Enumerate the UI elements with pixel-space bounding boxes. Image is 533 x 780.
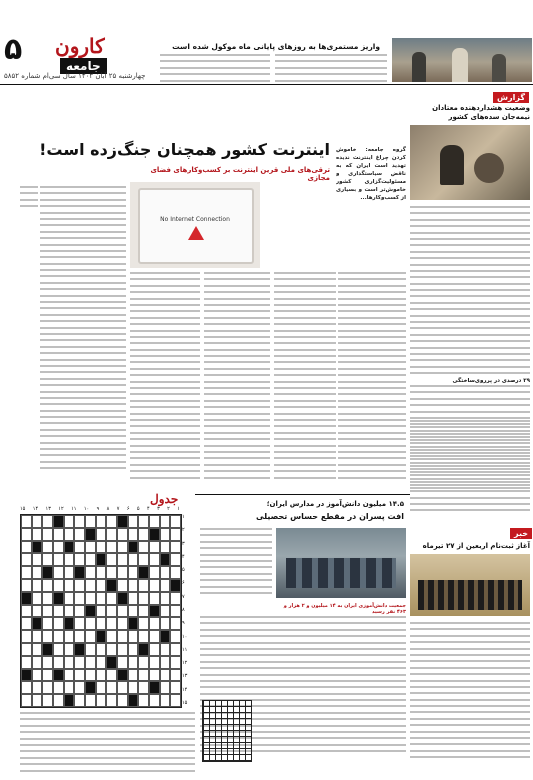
crossword-cell[interactable] — [128, 566, 139, 579]
crossword-cell[interactable] — [117, 694, 128, 707]
crossword-cell[interactable] — [149, 579, 160, 592]
crossword-cell[interactable] — [85, 515, 96, 528]
crossword-cell[interactable] — [117, 617, 128, 630]
crossword-cell[interactable] — [85, 643, 96, 656]
crossword-cell[interactable] — [21, 592, 32, 605]
crossword-cell[interactable] — [32, 617, 43, 630]
crossword-cell[interactable] — [149, 694, 160, 707]
crossword-cell[interactable] — [138, 566, 149, 579]
crossword-cell[interactable] — [170, 643, 181, 656]
crossword-cell[interactable] — [138, 515, 149, 528]
crossword-cell[interactable] — [74, 579, 85, 592]
section-label: جامعه — [60, 58, 107, 74]
crossword-cell[interactable] — [149, 630, 160, 643]
crossword-cell[interactable] — [128, 669, 139, 682]
crossword-cell[interactable] — [42, 528, 53, 541]
crossword-cell[interactable] — [96, 528, 107, 541]
crossword-row-number: ۱۳ — [182, 673, 188, 680]
crossword-cell[interactable] — [21, 669, 32, 682]
crossword-cell[interactable] — [170, 605, 181, 618]
school-caption: جمعیت دانش‌آموزی ایران به ۱۴ میلیون و ۲ هزار و ۴۶۳ نفر رسید — [283, 603, 406, 615]
crossword-cell[interactable] — [42, 643, 53, 656]
crossword-cell[interactable] — [138, 617, 149, 630]
main-body-col-left — [40, 186, 126, 486]
crossword-cell[interactable] — [160, 541, 171, 554]
crossword-col-number: ۶ — [126, 506, 130, 512]
main-headline: اینترنت کشور همچنان جنگ‌زده است! — [39, 140, 330, 159]
crossword-cell[interactable] — [106, 515, 117, 528]
crossword-cell[interactable] — [117, 566, 128, 579]
crossword-cell[interactable] — [42, 617, 53, 630]
crossword-grid[interactable] — [20, 514, 182, 708]
crossword-cell[interactable] — [32, 694, 43, 707]
crossword-cell[interactable] — [160, 694, 171, 707]
crossword-cell[interactable] — [32, 656, 43, 669]
crossword-cell[interactable] — [160, 630, 171, 643]
crossword-row-number: ۶ — [182, 580, 185, 587]
crossword-cell[interactable] — [106, 643, 117, 656]
crossword-row-number: ۳ — [182, 540, 185, 547]
logo: کارون — [55, 34, 105, 58]
main-body-col-3 — [204, 272, 270, 492]
crossword-cell[interactable] — [42, 566, 53, 579]
crossword-cell[interactable] — [138, 681, 149, 694]
crossword-cell[interactable] — [149, 669, 160, 682]
crossword-row-number: ۴ — [182, 553, 185, 560]
crossword-cell[interactable] — [32, 592, 43, 605]
crossword-cell[interactable] — [170, 617, 181, 630]
crossword-cell[interactable] — [149, 681, 160, 694]
crossword-title: جدول — [150, 492, 179, 506]
crossword-cell[interactable] — [85, 656, 96, 669]
crossword-cell[interactable] — [96, 605, 107, 618]
crossword-cell[interactable] — [170, 579, 181, 592]
crossword-cell[interactable] — [21, 630, 32, 643]
crossword-cell[interactable] — [85, 630, 96, 643]
crossword-col-number: ۱۲ — [58, 506, 64, 512]
crossword-cell[interactable] — [96, 592, 107, 605]
crossword-cell[interactable] — [64, 528, 75, 541]
crossword-cell[interactable] — [42, 541, 53, 554]
crossword-cell[interactable] — [170, 592, 181, 605]
crossword-cell[interactable] — [85, 669, 96, 682]
crossword-col-number: ۱۴ — [32, 506, 39, 512]
crossword-cell[interactable] — [149, 553, 160, 566]
crossword-cell[interactable] — [64, 605, 75, 618]
crossword-cell[interactable] — [96, 643, 107, 656]
crossword-cell[interactable] — [74, 605, 85, 618]
crossword-cell[interactable] — [128, 528, 139, 541]
crossword-cell[interactable] — [128, 643, 139, 656]
crossword-cell[interactable] — [74, 630, 85, 643]
crossword-cell[interactable] — [64, 553, 75, 566]
crossword-cell[interactable] — [32, 566, 43, 579]
crossword-row-number: ۹ — [182, 620, 185, 627]
crossword-cell[interactable] — [96, 541, 107, 554]
crossword-cell[interactable] — [85, 553, 96, 566]
school-story-col-left — [200, 528, 272, 598]
crossword-cell[interactable] — [96, 669, 107, 682]
crossword-cell[interactable] — [160, 605, 171, 618]
crossword-row-number: ۱۰ — [182, 633, 188, 640]
main-body-col-edge — [20, 186, 38, 386]
crossword-cell[interactable] — [128, 515, 139, 528]
crossword-cell[interactable] — [128, 541, 139, 554]
crossword-cell[interactable] — [53, 681, 64, 694]
crossword-cell[interactable] — [160, 528, 171, 541]
crossword-cell[interactable] — [74, 515, 85, 528]
crossword-cell[interactable] — [106, 566, 117, 579]
crossword-cell[interactable] — [138, 605, 149, 618]
crossword-cell[interactable] — [42, 515, 53, 528]
arbaeen-photo — [410, 554, 530, 616]
crossword-cell[interactable] — [53, 643, 64, 656]
top-story-col-1 — [275, 54, 387, 84]
arbaeen-body — [410, 622, 530, 772]
crossword-cell[interactable] — [149, 643, 160, 656]
crossword-row-numbers — [182, 514, 190, 706]
news-badge: خبر — [510, 528, 532, 539]
crossword-cell[interactable] — [96, 681, 107, 694]
crossword-cell[interactable] — [53, 592, 64, 605]
report-badge: گزارش — [493, 92, 529, 103]
crossword-cell[interactable] — [106, 592, 117, 605]
crossword-cell[interactable] — [138, 630, 149, 643]
crossword-cell[interactable] — [53, 515, 64, 528]
crossword-cell[interactable] — [32, 515, 43, 528]
crossword-cell[interactable] — [117, 553, 128, 566]
crossword-cell[interactable] — [117, 579, 128, 592]
crossword-cell[interactable] — [106, 617, 117, 630]
crossword-cell[interactable] — [128, 592, 139, 605]
crossword-cell[interactable] — [138, 669, 149, 682]
crossword-cell[interactable] — [64, 617, 75, 630]
top-story-headline: واریز مستمری‌ها به روزهای پایانی ماه موکول شده است — [172, 42, 380, 51]
crossword-col-number: ۸ — [106, 506, 110, 512]
crossword-cell[interactable] — [85, 681, 96, 694]
crossword-cell[interactable] — [21, 579, 32, 592]
crossword-cell[interactable] — [106, 553, 117, 566]
crossword-cell[interactable] — [117, 669, 128, 682]
school-story-subhead: افت پسران در مقطع حساس تحصیلی — [256, 512, 404, 521]
crossword-cell[interactable] — [64, 694, 75, 707]
crossword-cell[interactable] — [149, 515, 160, 528]
answer-grid — [202, 700, 252, 762]
crossword-cell[interactable] — [117, 643, 128, 656]
crossword-cell[interactable] — [53, 605, 64, 618]
crossword-cell[interactable] — [117, 592, 128, 605]
crossword-cell[interactable] — [170, 669, 181, 682]
crossword-cell[interactable] — [106, 579, 117, 592]
crossword-cell[interactable] — [74, 681, 85, 694]
crossword-cell[interactable] — [21, 605, 32, 618]
crossword-cell[interactable] — [106, 694, 117, 707]
crossword-cell[interactable] — [96, 694, 107, 707]
crossword-cell[interactable] — [138, 592, 149, 605]
crossword-cell[interactable] — [85, 579, 96, 592]
school-story-headline: ۱۴.۵ میلیون دانش‌آموز در مدارس ایران؛ — [266, 500, 404, 508]
crossword-col-number: ۴ — [146, 506, 150, 512]
crossword-cell[interactable] — [106, 528, 117, 541]
crossword-row-number: ۵ — [182, 567, 185, 574]
crossword-cell[interactable] — [138, 656, 149, 669]
crossword-cell[interactable] — [160, 643, 171, 656]
crossword-cell[interactable] — [21, 643, 32, 656]
main-photo — [130, 182, 260, 268]
crossword-cell[interactable] — [128, 553, 139, 566]
crossword-cell[interactable] — [53, 656, 64, 669]
no-internet-label: No Internet Connection — [160, 216, 230, 223]
crossword-cell[interactable] — [106, 656, 117, 669]
crossword-cell[interactable] — [32, 579, 43, 592]
crossword-cell[interactable] — [128, 694, 139, 707]
crossword-cell[interactable] — [42, 630, 53, 643]
main-body-col-4 — [274, 272, 336, 492]
crossword-cell[interactable] — [53, 630, 64, 643]
crossword-col-number: ۳ — [157, 506, 160, 512]
crossword-cell[interactable] — [138, 579, 149, 592]
crossword-column-numbers — [20, 506, 180, 512]
crossword-cell[interactable] — [74, 592, 85, 605]
crossword-cell[interactable] — [170, 515, 181, 528]
crossword-cell[interactable] — [106, 541, 117, 554]
crossword-cell[interactable] — [160, 681, 171, 694]
crossword-cell[interactable] — [96, 656, 107, 669]
top-story-col-2 — [160, 54, 270, 84]
crossword-cell[interactable] — [160, 592, 171, 605]
crossword-cell[interactable] — [21, 681, 32, 694]
masthead-rule — [0, 84, 533, 85]
crossword-cell[interactable] — [32, 605, 43, 618]
school-photo — [276, 528, 406, 598]
crossword-cell[interactable] — [128, 630, 139, 643]
crossword-col-number: ۱۱ — [71, 506, 77, 512]
crossword-cell[interactable] — [32, 643, 43, 656]
crossword-cell[interactable] — [64, 643, 75, 656]
crossword-cell[interactable] — [85, 694, 96, 707]
crossword-cell[interactable] — [160, 579, 171, 592]
crossword-cell[interactable] — [32, 553, 43, 566]
masthead — [0, 0, 160, 80]
crossword-cell[interactable] — [128, 605, 139, 618]
crossword-cell[interactable] — [42, 681, 53, 694]
crossword-cell[interactable] — [138, 553, 149, 566]
crossword-cell[interactable] — [106, 681, 117, 694]
crossword-cell[interactable] — [128, 617, 139, 630]
crossword-cell[interactable] — [149, 656, 160, 669]
crossword-cell[interactable] — [117, 541, 128, 554]
crossword-cell[interactable] — [64, 630, 75, 643]
right-subhead: ۲۹ درصدی در پرروی‌ساختگی — [410, 378, 530, 384]
crossword-col-number: ۱۵ — [20, 506, 26, 512]
crossword-cell[interactable] — [53, 553, 64, 566]
crossword-cell[interactable] — [53, 579, 64, 592]
crossword-cell[interactable] — [53, 528, 64, 541]
crossword-cell[interactable] — [53, 669, 64, 682]
crossword-cell[interactable] — [117, 681, 128, 694]
crossword-cell[interactable] — [106, 630, 117, 643]
crossword-cell[interactable] — [21, 515, 32, 528]
crossword-clues — [20, 712, 195, 774]
crossword-cell[interactable] — [85, 605, 96, 618]
crossword-cell[interactable] — [42, 694, 53, 707]
crossword-cell[interactable] — [85, 566, 96, 579]
crossword-cell[interactable] — [42, 579, 53, 592]
crossword-cell[interactable] — [160, 566, 171, 579]
crossword-cell[interactable] — [160, 669, 171, 682]
crossword-cell[interactable] — [170, 681, 181, 694]
crossword-row-number: ۱ — [182, 514, 185, 520]
crossword-cell[interactable] — [32, 528, 43, 541]
crossword-cell[interactable] — [74, 669, 85, 682]
crossword-col-number: ۷ — [116, 506, 120, 512]
crossword-cell[interactable] — [21, 566, 32, 579]
crossword-cell[interactable] — [149, 528, 160, 541]
crossword-cell[interactable] — [170, 656, 181, 669]
crossword-cell[interactable] — [117, 528, 128, 541]
crossword-cell[interactable] — [117, 630, 128, 643]
crossword-cell[interactable] — [64, 656, 75, 669]
crossword-col-number: ۱ — [177, 506, 180, 512]
crossword-cell[interactable] — [53, 566, 64, 579]
crossword-row-number: ۱۱ — [182, 646, 188, 653]
arbaeen-headline: آغاز ثبت‌نام اربعین از ۲۷ تیرماه — [422, 542, 530, 550]
main-body-col-2 — [130, 272, 200, 492]
crossword-cell[interactable] — [96, 617, 107, 630]
crossword-row-number: ۲ — [182, 527, 185, 534]
crossword-cell[interactable] — [128, 579, 139, 592]
crossword-cell[interactable] — [85, 541, 96, 554]
crossword-cell[interactable] — [149, 566, 160, 579]
crossword-cell[interactable] — [64, 669, 75, 682]
crossword-cell[interactable] — [149, 617, 160, 630]
crossword-cell[interactable] — [85, 528, 96, 541]
crossword-cell[interactable] — [42, 605, 53, 618]
crossword-cell[interactable] — [53, 617, 64, 630]
crossword-cell[interactable] — [170, 553, 181, 566]
crossword-cell[interactable] — [160, 515, 171, 528]
page-number: ۵ — [4, 32, 23, 67]
crossword-cell[interactable] — [117, 605, 128, 618]
crossword-cell[interactable] — [85, 592, 96, 605]
crossword-row-number: ۱۲ — [182, 660, 188, 667]
crossword-cell[interactable] — [74, 528, 85, 541]
crossword-cell[interactable] — [170, 566, 181, 579]
crossword-col-number: ۱۰ — [83, 506, 90, 512]
crossword-cell[interactable] — [42, 669, 53, 682]
crossword-cell[interactable] — [106, 605, 117, 618]
crossword-cell[interactable] — [74, 553, 85, 566]
crossword-cell[interactable] — [64, 592, 75, 605]
right-lower-body — [410, 420, 530, 520]
right-story-photo — [410, 125, 530, 200]
crossword-cell[interactable] — [21, 617, 32, 630]
crossword-cell[interactable] — [149, 541, 160, 554]
crossword-col-number: ۱۳ — [45, 506, 51, 512]
crossword-cell[interactable] — [170, 541, 181, 554]
crossword-cell[interactable] — [32, 541, 43, 554]
crossword-cell[interactable] — [53, 541, 64, 554]
crossword-cell[interactable] — [160, 617, 171, 630]
crossword-cell[interactable] — [170, 694, 181, 707]
crossword-cell[interactable] — [64, 681, 75, 694]
warning-icon — [188, 226, 204, 240]
crossword-cell[interactable] — [32, 630, 43, 643]
crossword-cell[interactable] — [117, 656, 128, 669]
crossword-cell[interactable] — [42, 592, 53, 605]
crossword-cell[interactable] — [42, 553, 53, 566]
crossword-cell[interactable] — [117, 515, 128, 528]
crossword-cell[interactable] — [21, 656, 32, 669]
crossword-cell[interactable] — [64, 541, 75, 554]
crossword-cell[interactable] — [85, 617, 96, 630]
crossword-cell[interactable] — [170, 528, 181, 541]
crossword-cell[interactable] — [74, 541, 85, 554]
crossword-cell[interactable] — [64, 515, 75, 528]
right-story-headline: وضعیت هشدار‌دهنده معتادان نیمه‌جان سده‌های کشور — [432, 104, 530, 121]
crossword-cell[interactable] — [42, 656, 53, 669]
crossword-cell[interactable] — [96, 553, 107, 566]
crossword-cell[interactable] — [160, 656, 171, 669]
crossword-cell[interactable] — [74, 617, 85, 630]
crossword-cell[interactable] — [96, 515, 107, 528]
crossword-cell[interactable] — [74, 566, 85, 579]
crossword-cell[interactable] — [32, 681, 43, 694]
crossword-cell[interactable] — [74, 656, 85, 669]
crossword-row-number: ۱۵ — [182, 699, 188, 706]
crossword-cell[interactable] — [74, 643, 85, 656]
crossword-cell[interactable] — [138, 694, 149, 707]
crossword-cell[interactable] — [170, 630, 181, 643]
crossword-cell[interactable] — [21, 553, 32, 566]
crossword-cell[interactable] — [96, 566, 107, 579]
crossword-cell[interactable] — [138, 528, 149, 541]
crossword-cell[interactable] — [64, 566, 75, 579]
crossword-cell[interactable] — [96, 630, 107, 643]
crossword-row-number: ۸ — [182, 606, 185, 613]
main-subhead: ترقی‌های ملی قرین اینترنت بر کسب‌وکارهای فضای مجازی — [150, 166, 330, 182]
crossword-cell[interactable] — [53, 694, 64, 707]
crossword-cell[interactable] — [160, 553, 171, 566]
crossword-cell[interactable] — [138, 643, 149, 656]
crossword-cell[interactable] — [149, 605, 160, 618]
crossword-cell[interactable] — [21, 541, 32, 554]
crossword-cell[interactable] — [21, 528, 32, 541]
crossword-cell[interactable] — [128, 656, 139, 669]
crossword-cell[interactable] — [64, 579, 75, 592]
crossword-cell[interactable] — [138, 541, 149, 554]
crossword-row-number: ۱۴ — [182, 686, 188, 693]
crossword-cell[interactable] — [74, 694, 85, 707]
date-line: چهارشنبه ۲۵ آبان ۱۴۰۲ سال سی‌ام شماره ۵۸۵۲ — [4, 72, 146, 80]
crossword-row-number: ۷ — [182, 593, 185, 600]
main-body-col-5 — [338, 272, 406, 492]
crossword-cell[interactable] — [106, 669, 117, 682]
top-story-photo — [392, 38, 532, 82]
crossword-cell[interactable] — [128, 681, 139, 694]
crossword-col-number: ۲ — [167, 506, 170, 512]
crossword-cell[interactable] — [96, 579, 107, 592]
crossword-col-number: ۵ — [136, 506, 140, 512]
crossword-col-number: ۹ — [96, 506, 100, 512]
pull-quote: گروه جامعه: خاموش کردن چراغ اینترنت ندیده تهدید است ایران که به ناقض سیاستگذاری و مسئولیت‌گزاری کشور خاموش‌تر است و بسیاری از کسب‌وکارها... — [336, 147, 406, 201]
section-divider — [195, 494, 410, 495]
crossword-cell[interactable] — [32, 669, 43, 682]
crossword-cell[interactable] — [149, 592, 160, 605]
crossword-cell[interactable] — [21, 694, 32, 707]
